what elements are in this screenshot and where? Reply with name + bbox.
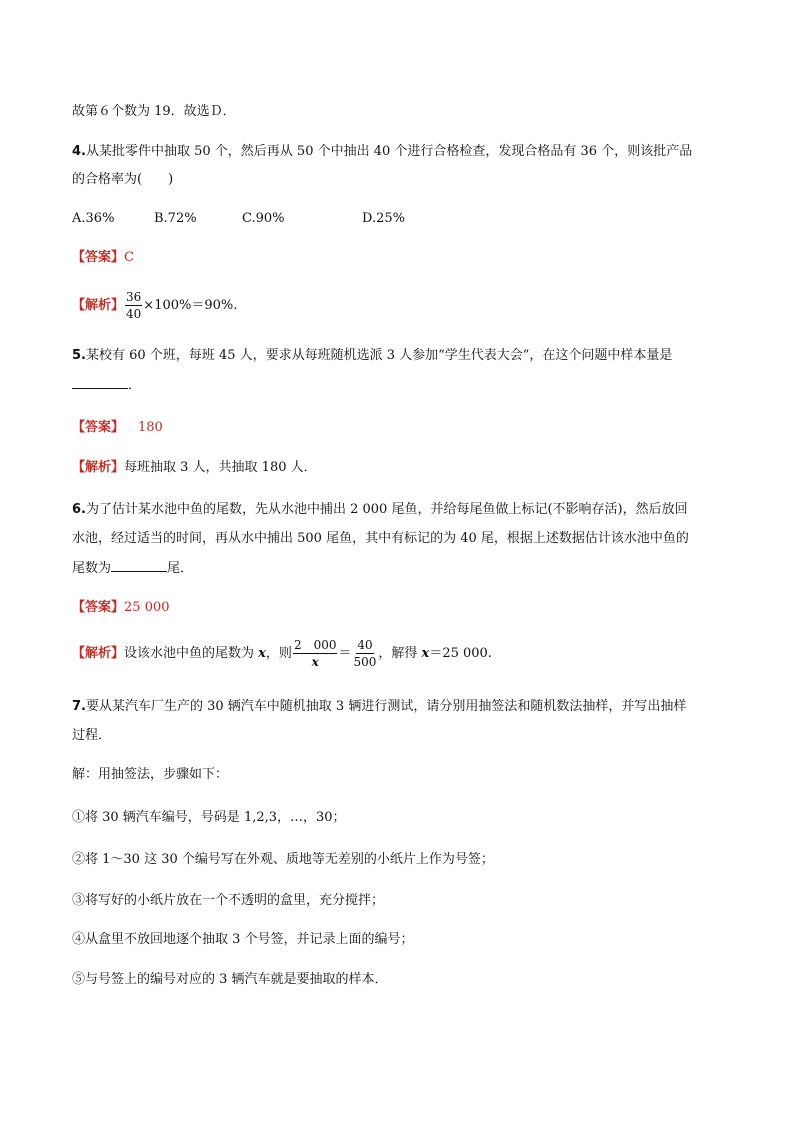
q4-line1 [72,142,692,162]
q4-analysis-rest: ×100%＝90%. [143,298,238,313]
q5-text-line1: 某校有 60 个班，每班 45 人，要求从每班随机选派 3 人参加“学生代表大会”，在这个问题中样本量是 [85,348,673,363]
q6-text-line1: 为了估计某水池中鱼的尾数，先从水池中捕出 2 000 尾鱼，并给每尾鱼做上标记(不影响存活)，然后放回 [85,502,688,517]
q7-step-2: ②将 1～30 这 30 个编号写在外观、质地等无差别的小纸片上作为号签； [72,852,494,867]
q5-number: 5. [72,348,86,363]
q4-answer [72,248,134,268]
q4-choice-c: C.90% [242,211,285,226]
q5-line1 [72,346,672,366]
q6-line3 [72,557,193,579]
q5-analysis-text: 每班抽取 3 人，共抽取 180 人． [124,460,317,475]
q6-fraction-2 [353,637,378,670]
q5-answer-blank [72,374,128,389]
q7-text-line2: 过程． [72,728,112,743]
q4-answer-value: C [124,250,134,265]
q4-choices [72,209,405,229]
q5-analysis [72,458,317,478]
q6-line1 [72,500,688,520]
q4-text-line2: 的合格率为( ) [72,172,174,187]
q4-fraction [125,289,142,322]
q7-step-5: ⑤与号签上的编号对应的 3 辆汽车就是要抽取的样本． [72,972,388,987]
intro-line: 故第６个数为 19．故选Ｄ． [72,104,236,119]
q6-number: 6. [72,502,86,517]
q7-number: 7. [72,699,86,714]
q6-answer-value: 25 000 [124,600,170,615]
q7-step-3: ③将写好的小纸片放在一个不透明的盒里，充分搅拌； [72,893,385,908]
q6-text-line3-head: 尾数为 [72,561,112,576]
q6-answer [72,598,170,618]
q6-analysis-mid: ，则 [265,646,292,661]
analysis-tag: 【解析】 [72,298,125,313]
q5-answer-value: 180 [138,420,163,435]
q6-analysis-tail1: ，解得 [378,646,422,661]
q6-fraction-1 [293,637,338,670]
answer-tag: 【答案】 [72,600,125,615]
q7-step-4: ④从盒里不放回地逐个抽取 3 个号签，并记录上面的编号； [72,932,414,947]
answer-tag: 【答案】 [72,250,125,265]
q4-frac-num: 36 [126,290,142,304]
q6-answer-blank [111,557,167,572]
q6-frac1-num: 2 000 [293,638,337,652]
answer-tag: 【答案】 [72,420,125,435]
q6-frac1-den: x [311,655,319,669]
q6-frac2-num: 40 [357,638,373,652]
q5-line2 [72,374,141,396]
q6-text-line3-tail: 尾． [167,561,194,576]
q4-number: 4. [72,144,86,159]
q6-var-x: x [258,646,266,661]
analysis-tag: 【解析】 [72,646,125,661]
q6-analysis-head: 设该水池中鱼的尾数为 [124,646,259,661]
q4-analysis [72,288,237,324]
q5-answer [72,418,163,438]
q7-text-line1: 要从某汽车厂生产的 30 辆汽车中随机抽取 3 辆进行测试，请分别用抽签法和随机数法抽样，并写出抽样 [85,699,687,714]
q7-step-1: ①将 30 辆汽车编号，号码是 1,2,3，…，30； [72,810,346,825]
q4-choice-d: D.25% [362,211,405,226]
q5-text-tail: ． [128,378,142,393]
q4-text-line1: 从某批零件中抽取 50 个，然后再从 50 个中抽出 40 个进行合格检查，发现合格品有 36 个，则该批产品 [85,144,693,159]
q6-frac2-den: 500 [353,655,377,669]
q6-equals: ＝ [338,646,352,661]
q4-choice-a: A.36% [72,211,115,226]
q6-text-line2: 水池，经过适当的时间，再从水中捕出 500 尾鱼，其中有标记的为 40 尾，根据上述数据估计该水池中鱼的 [72,531,689,546]
q4-choice-b: B.72% [154,211,197,226]
q7-line1 [72,697,686,717]
q6-var-x-2: x [421,646,430,661]
analysis-tag: 【解析】 [72,460,125,475]
q6-analysis [72,636,492,672]
q7-solution-head: 解：用抽签法，步骤如下： [72,767,229,782]
q4-frac-den: 40 [126,307,142,321]
q6-analysis-tail2: ＝25 000. [429,646,492,661]
